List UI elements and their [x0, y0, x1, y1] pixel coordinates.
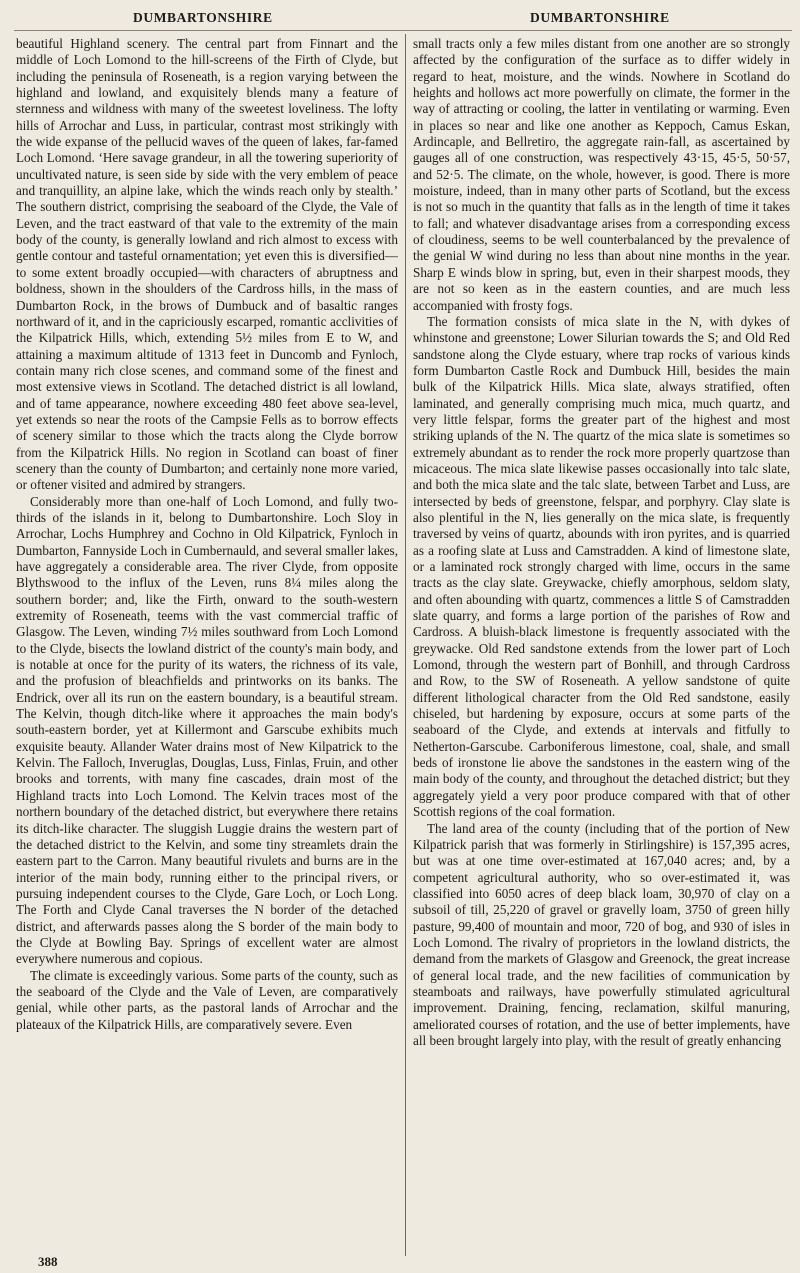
page-number: 388 [38, 1254, 58, 1269]
column-divider [405, 34, 406, 1256]
left-column [16, 36, 398, 1254]
paragraph-geology: The formation consists of mica slate in the N, with dykes of whinstone and greenstone; Lower Silurian towards the S; and Old Red sandstone along the Clyde estuary, where trap rocks of various kinds form Dumbarton Castle Rock and Dumbuck Hill, besides the main bulk of the Kilpatrick Hills. Mica slate, always stratified, often laminated, and generally comprising much mica, much quartz, and very little felspar, forms the greater part of the highest and most striking uplands of the N. The quartz of the mica slate is sometimes so extremely abundant as to render the rock more properly quartzose than micaceous. The mica slate likewise passes occasionally into talc slate, and both the mica slate and the talc slate, between Tarbet and Luss, are intersected by beds of greenstone, felspar, and porphyry. Clay slate is also plentiful in the N, lies generally on the mica slate, is frequently traversed by veins of quartz, abounds with iron pyrites, and is quarried as a roofing slate at Luss and Camstradden. A kind of limestone slate, or a laminated rock strongly charged with lime, occurs in the same tracts as the clay slate. Greywacke, chiefly amorphous, seldom slaty, and often abounding with quartz, commences a little S of Camstradden slate quarry, and forms a large portion of the parishes of Row and Cardross. A bluish-black limestone is frequently associated with the greywacke. Old Red sandstone extends from the lower part of Loch Lomond, through the western part of Bonhill, and through Cardross and Row, to the SW of Roseneath. A yellow sandstone of quite different lithological character from the Old Red sandstone, easily chiseled, but hardening by exposure, occurs at some parts of the seaboard of the Clyde, and extends at intervals and fitfully to Netherton-Garscube. Carboniferous limestone, coal, shale, and small beds of ironstone lie above the sandstones in the eastern wing of the main body of the county, and throughout the detached district; but they aggregately yield a very poor produce compared with that of other Scottish regions of the coal formation. [413, 313, 790, 820]
paragraph-scenery: beautiful Highland scenery. The central part from Finnart and the middle of Loch Lomond to the hill-screens of the Firth of Clyde, but including the peninsula of Roseneath, is a region varying between the highland and lowland, and exquisitely blends many a feature of sternness and wildness with many of the sweetest loveliness. The lofty hills of Arrochar and Luss, in particular, contrast most strikingly with the wide expanse of the pellucid waves of the queen of lakes, far-famed Loch Lomond. ‘Here savage grandeur, in all the towering superiority of uncultivated nature, is seen side by side with the very emblem of peace and tranquillity, an alpine lake, which the winds reach only by stealth.’ The southern district, comprising the seaboard of the Clyde, the Vale of Leven, and the tract eastward of that vale to the extremity of the main body of the county, is generally lowland and rich almost to excess with gentle contour and tasteful ornamentation; yet even this is diversified—to some extent broadly occupied—with characters of abruptness and boldness, shown in the shoulders of the Cardross hills, in the mass of Dumbarton Rock, in the brows of Dumbuck and of basaltic ranges northward of it, and in the capriciously escarped, romantic acclivities of the Kilpatrick Hills, which, extending 5½ miles from E to W, and attaining a maximum altitude of 1313 feet in Duncomb and Fynloch, contain many rich close scenes, and command some of the finest and most extensive views in Scotland. The detached district is all lowland, and of tame appearance, nowhere exceeding 480 feet above sea-level, yet extends so near the roots of the Campsie Fells as to borrow effects of scenery similar to those which the tracts along the Clyde borrow from the Kilpatrick Hills. No region in Scotland can boast of finer scenery than the county of Dumbarton; and certainly none more varied, or oftener visited and admired by strangers. [16, 36, 398, 493]
running-header-right: DUMBARTONSHIRE [530, 10, 670, 25]
paragraph-lakes-rivers: Considerably more than one-half of Loch Lomond, and fully two-thirds of the islands in it, belong to Dumbartonshire. Loch Sloy in Arrochar, Lochs Humphrey and Cochno in Old Kilpatrick, Fynloch in Dumbarton, Fannyside Loch in Cumbernauld, and several smaller lakes, have aggregately a considerable area. The river Clyde, from opposite Blythswood to the influx of the Leven, runs 8¼ miles along the southern border; and, like the Firth, onward to the south-western extremity of Roseneath, teems with the vast commercial traffic of Glasgow. The Leven, winding 7½ miles southward from Loch Lomond to the Clyde, bisects the lowland district of the county's main body, and is notable at once for the purity of its waters, the richness of its vale, and the profusion of bleachfields and printworks on its banks. The Endrick, over all its run on the eastern boundary, is a beautiful stream. The Kelvin, though ditch-like where it approaches the main body's south-eastern border, yet at Killermont and Garscube exhibits much exquisite beauty. Allander Water drains most of New Kilpatrick to the Kelvin. The Falloch, Inveruglas, Douglas, Luss, Finlas, Fruin, and other brooks and torrents, with many fine cascades, drain most of the Highland tracts into Loch Lomond. The Kelvin traces most of the northern boundary of the detached district, but everywhere there retains its ditch-like character. The sluggish Luggie drains the western part of the detached district to the Kelvin, and some tiny streamlets drain the eastern part to the Carron. Many beautiful rivulets and burns are in the interior of the main body, running either to the principal rivers, or pursuing independent courses to the Clyde, Gare Loch, or Loch Long. The Forth and Clyde Canal traverses the N border of the detached district, and afterwards passes along the S border of the main body to the Clyde at Bowling Bay. Springs of excellent water are almost everywhere numerous and copious. [16, 493, 398, 967]
running-header-left: DUMBARTONSHIRE [133, 10, 273, 25]
paragraph-climate: The climate is exceedingly various. Some parts of the county, such as the seaboard of the Clyde and the Vale of Leven, are comparatively genial, while other parts, as the pastoral lands of Arrochar and the plateaux of the Kilpatrick Hills, are comparatively severe. Even [16, 967, 398, 1032]
right-column [413, 36, 790, 1254]
header-rule [14, 30, 792, 31]
paragraph-land-area: The land area of the county (including that of the portion of New Kilpatrick parish that was formerly in Stirlingshire) is 157,395 acres, but was at one time over-estimated at 167,040 acres; and, by a competent agricultural authority, who so over-estimated it, was classified into 6050 acres of deep black loam, 30,970 of clay on a subsoil of till, 25,220 of gravel or gravelly loam, 3750 of green hilly pasture, 99,400 of mountain and moor, 720 of bog, and 930 of isles in Loch Lomond. The rivalry of proprietors in the lowland districts, the demand from the markets of Glasgow and Greenock, the great increase of general local trade, and the new facilities of communication by steamboats and railways, have powerfully stimulated agricultural improvement. Draining, fencing, reclamation, skilful manuring, ameliorated courses of rotation, and the use of better implements, have all been brought largely into play, with the result of greatly enhancing [413, 820, 790, 1048]
paragraph-climate-cont: small tracts only a few miles distant from one another are so strongly affected by the configuration of the surface as to differ widely in regard to heat, moisture, and the winds. Nowhere in Scotland do heights and hollows act more powerfully on climate, the former in the way of attracting or cooling, the latter in ventilating or warming. Even in places so near and like one another as Keppoch, Camus Eskan, Ardincaple, and Bellretiro, the aggregate rain-fall, as ascertained by gauges all of one construction, was respectively 43·15, 45·5, 50·57, and 52·5. The climate, on the whole, however, is good. There is more moisture, indeed, than in many other parts of Scotland, but the excess is not so much in the quantity that falls as in the length of time it takes to fall; and whatever disadvantage arises from a corresponding excess of cloudiness, seems to be well counterbalanced by the prevalence of the genial W wind during no less than about nine months in the year. Sharp E winds blow in spring, but, even in their sharpest moods, they are not so keen as in the eastern counties, and are much less accompanied with frosty fogs. [413, 36, 790, 313]
